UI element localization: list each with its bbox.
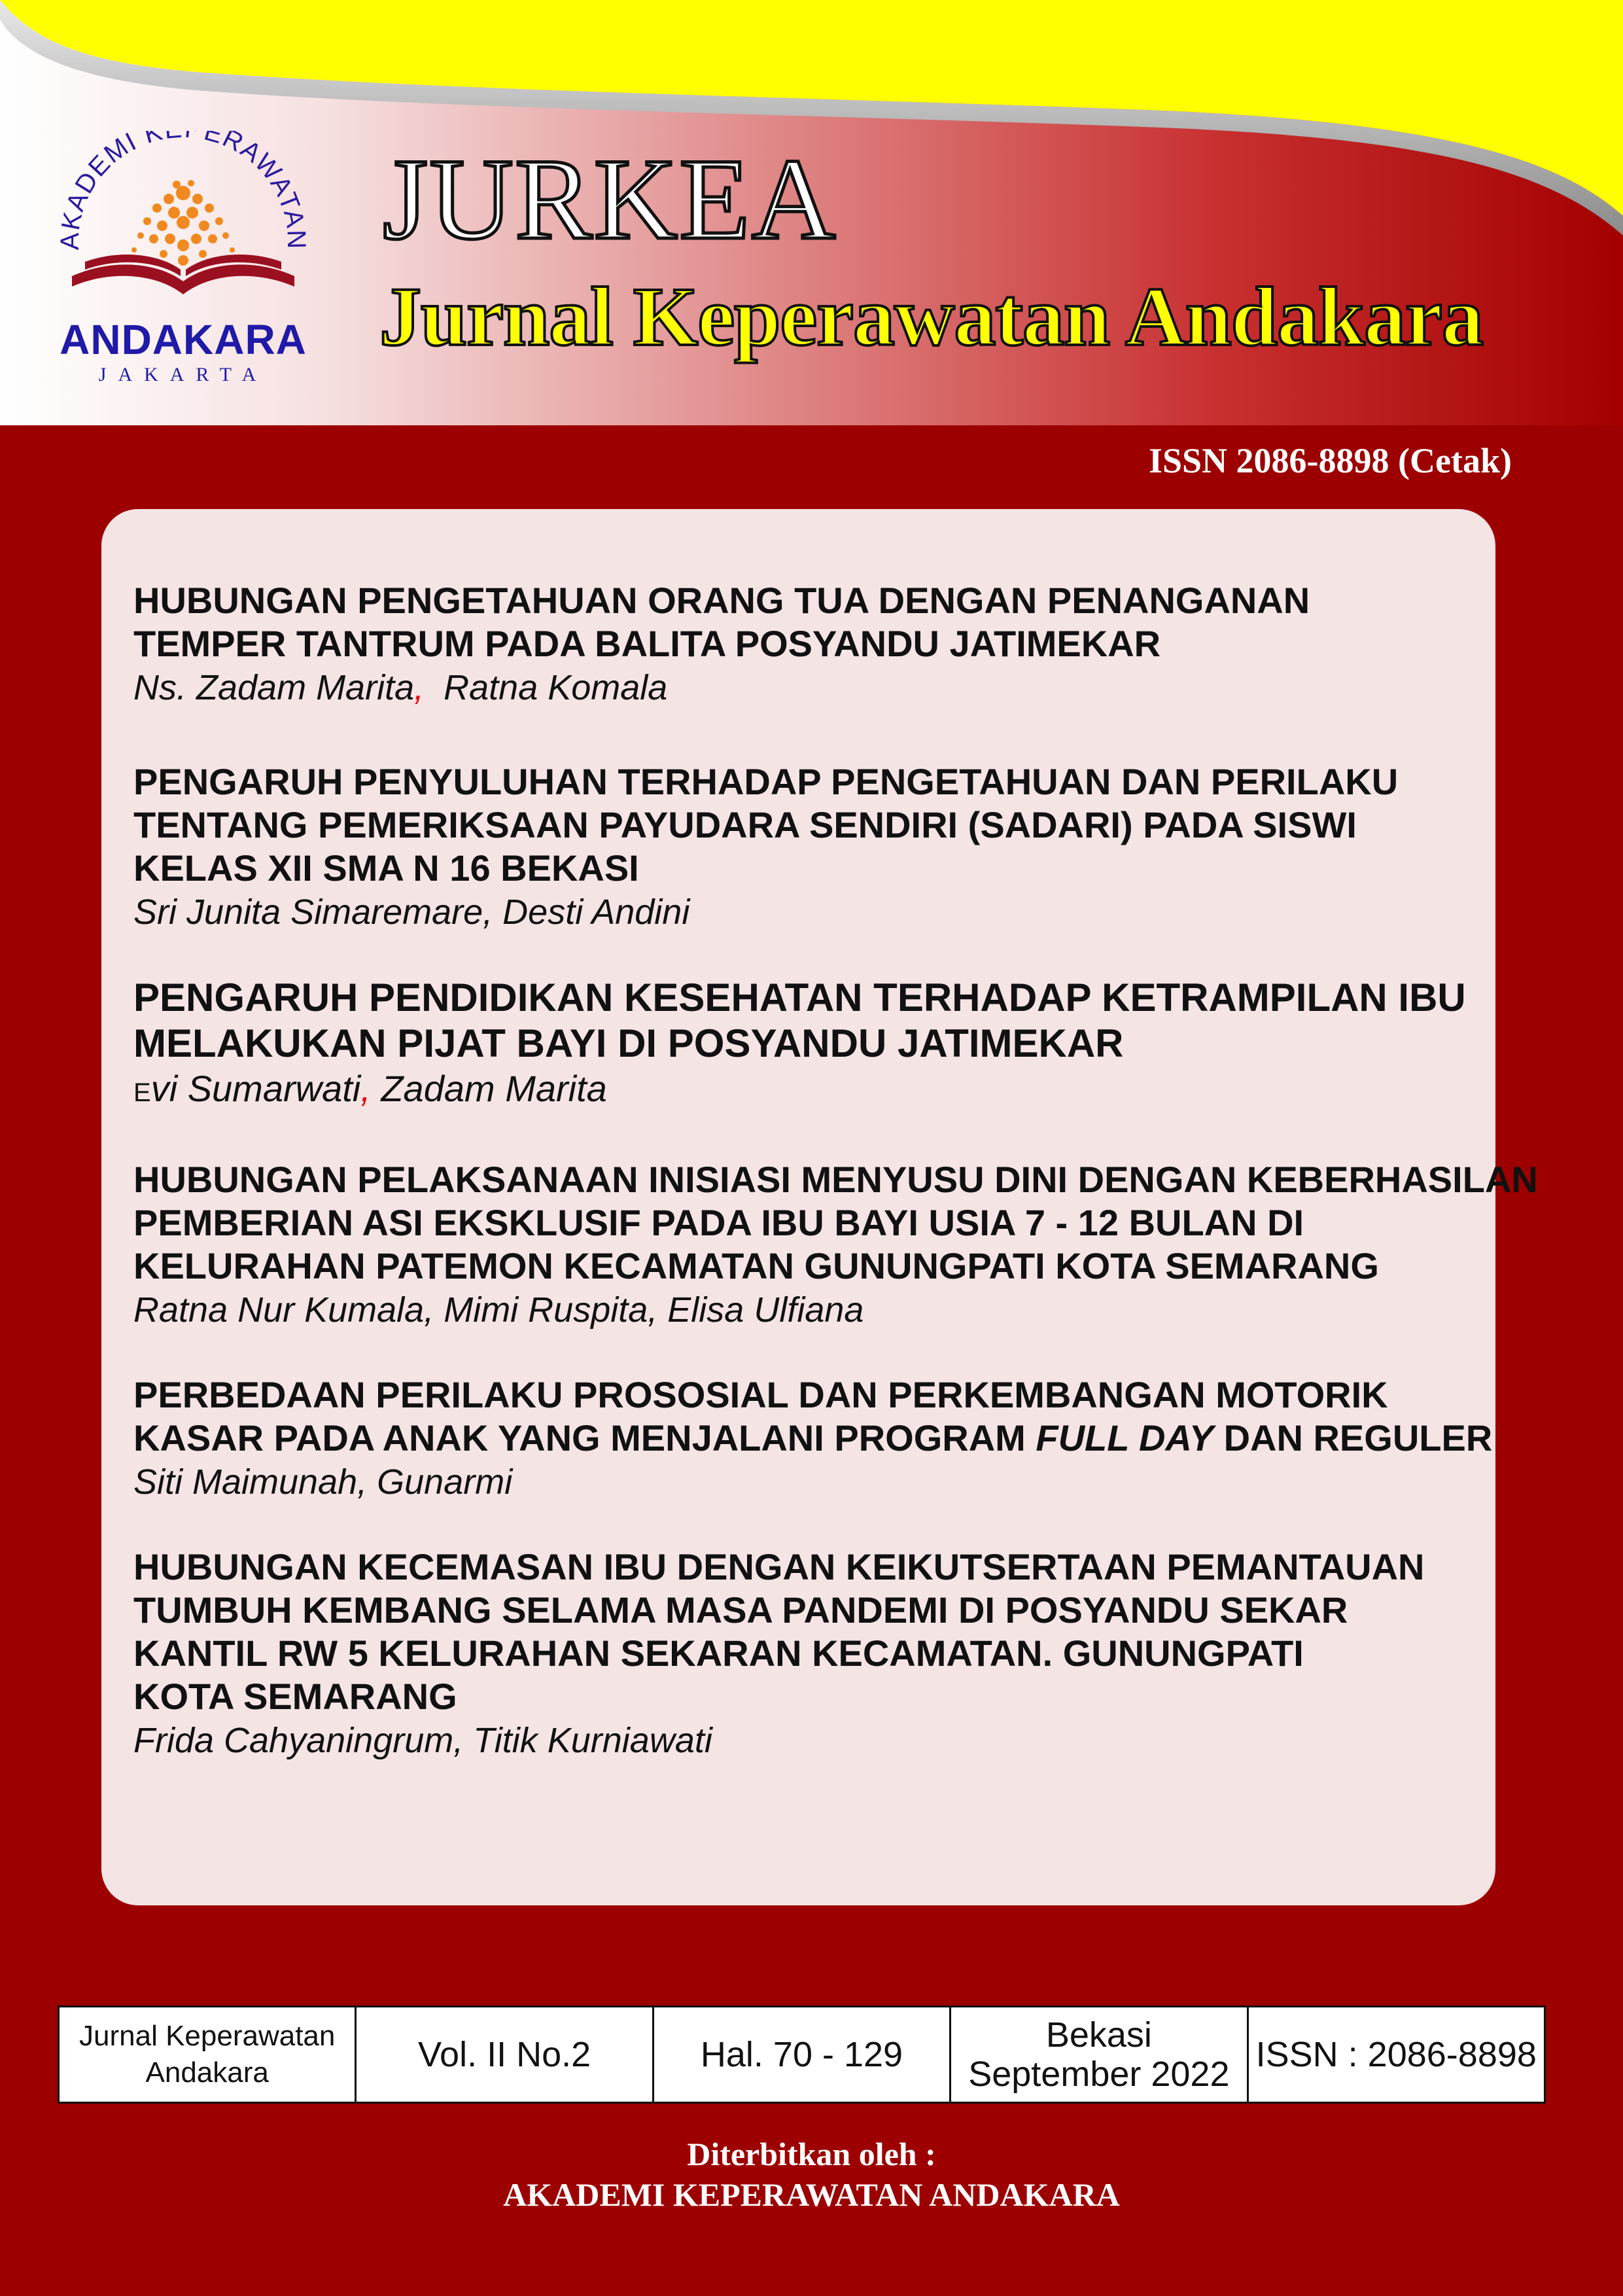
- article-title-line: HUBUNGAN PELAKSANAAN INISIASI MENYUSU DINI DENGAN KEBERHASILAN: [133, 1159, 1538, 1200]
- info-journal-line: Andakara: [145, 2057, 269, 2089]
- issue-info-table: [58, 2005, 1546, 2104]
- info-place-date-cell: [951, 2007, 1248, 2103]
- article-title: [133, 579, 1501, 665]
- article-authors: Siti Maimunah, Gunarmi: [133, 1462, 513, 1502]
- logo-arc-text: AKADEMI K ERAWATAN: [55, 131, 311, 251]
- info-place: Bekasi: [1045, 2015, 1152, 2055]
- article-title-line: HUBUNGAN PENGETAHUAN ORANG TUA DENGAN PENANGANAN: [133, 580, 1310, 621]
- journal-full-name: Jurnal Keperawatan Andakara: [379, 270, 1483, 363]
- article-title-line: PERBEDAAN PERILAKU PROSOSIAL DAN PERKEMBANGAN MOTORIK: [133, 1374, 1388, 1415]
- info-date: September 2022: [968, 2055, 1230, 2094]
- article-title-line: PENGARUH PENDIDIKAN KESEHATAN TERHADAP KETRAMPILAN IBU: [133, 976, 1466, 1019]
- info-pages-cell: Hal. 70 - 129: [653, 2007, 950, 2103]
- article-authors: Evi Sumarwati, Zadam Marita: [133, 1068, 607, 1109]
- emphasis-full-day: FULL DAY: [1036, 1417, 1214, 1458]
- publisher-name: AKADEMI KEPERAWATAN ANDAKARA: [503, 2176, 1120, 2213]
- article-title-line: KASAR PADA ANAK YANG MENJALANI PROGRAM FULL DAY DAN REGULER: [133, 1417, 1493, 1458]
- article-entry: [133, 1545, 1501, 1763]
- article-title-line: KOTA SEMARANG: [133, 1676, 457, 1717]
- article-title-line: PEMBERIAN ASI EKSKLUSIF PADA IBU BAYI USIA 7 - 12 BULAN DI: [133, 1202, 1304, 1243]
- article-entry: [133, 975, 1501, 1115]
- info-issn-cell: ISSN : 2086-8898: [1248, 2007, 1544, 2103]
- publisher-label: Diterbitkan oleh :: [687, 2136, 936, 2172]
- article-title-line: MELAKUKAN PIJAT BAYI DI POSYANDU JATIMEKAR: [133, 1021, 1124, 1065]
- info-journal-cell: [59, 2007, 356, 2103]
- article-title: [133, 1158, 1538, 1288]
- article-title-line: TEMPER TANTRUM PADA BALITA POSYANDU JATIMEKAR: [133, 623, 1161, 664]
- article-title-line: KELAS XII SMA N 16 BEKASI: [133, 847, 639, 889]
- article-title: [133, 1373, 1501, 1460]
- article-entry: [133, 760, 1501, 934]
- article-entry: [133, 579, 1501, 710]
- article-title: [133, 760, 1501, 890]
- article-title-line: TENTANG PEMERIKSAAN PAYUDARA SENDIRI (SADARI) PADA SISWI: [133, 804, 1357, 845]
- article-title-line: PENGARUH PENYULUHAN TERHADAP PENGETAHUAN DAN PERILAKU: [133, 761, 1399, 802]
- info-journal-line: Jurnal Keperawatan: [79, 2020, 336, 2052]
- article-entry: [133, 1373, 1501, 1504]
- logo-emblem: [52, 131, 314, 321]
- article-title: [133, 975, 1501, 1067]
- article-title: [133, 1545, 1501, 1718]
- article-authors: Ns. Zadam Marita, Ratna Komala: [133, 668, 668, 707]
- journal-abbreviation: JURKEA: [383, 134, 837, 264]
- article-authors: Frida Cahyaningrum, Titik Kurniawati: [133, 1721, 712, 1760]
- article-entry: [133, 1158, 1538, 1332]
- article-authors: Ratna Nur Kumala, Mimi Ruspita, Elisa Ulfiana: [133, 1290, 864, 1330]
- logo-name: ANDAKARA: [60, 316, 307, 363]
- article-authors: Sri Junita Simaremare, Desti Andini: [133, 892, 690, 932]
- logo-city: JAKARTA: [98, 364, 268, 385]
- article-title-line: KELURAHAN PATEMON KECAMATAN GUNUNGPATI KOTA SEMARANG: [133, 1245, 1379, 1286]
- andakara-logo: [52, 131, 314, 406]
- article-title-line: TUMBUH KEMBANG SELAMA MASA PANDEMI DI POSYANDU SEKAR: [133, 1589, 1348, 1631]
- article-title-line: KANTIL RW 5 KELURAHAN SEKARAN KECAMATAN. GUNUNGPATI: [133, 1633, 1304, 1674]
- article-title-line: HUBUNGAN KECEMASAN IBU DENGAN KEIKUTSERTAAN PEMANTAUAN: [133, 1546, 1425, 1587]
- info-volume-cell: Vol. II No.2: [356, 2007, 653, 2103]
- issn-print: ISSN 2086-8898 (Cetak): [1148, 441, 1512, 480]
